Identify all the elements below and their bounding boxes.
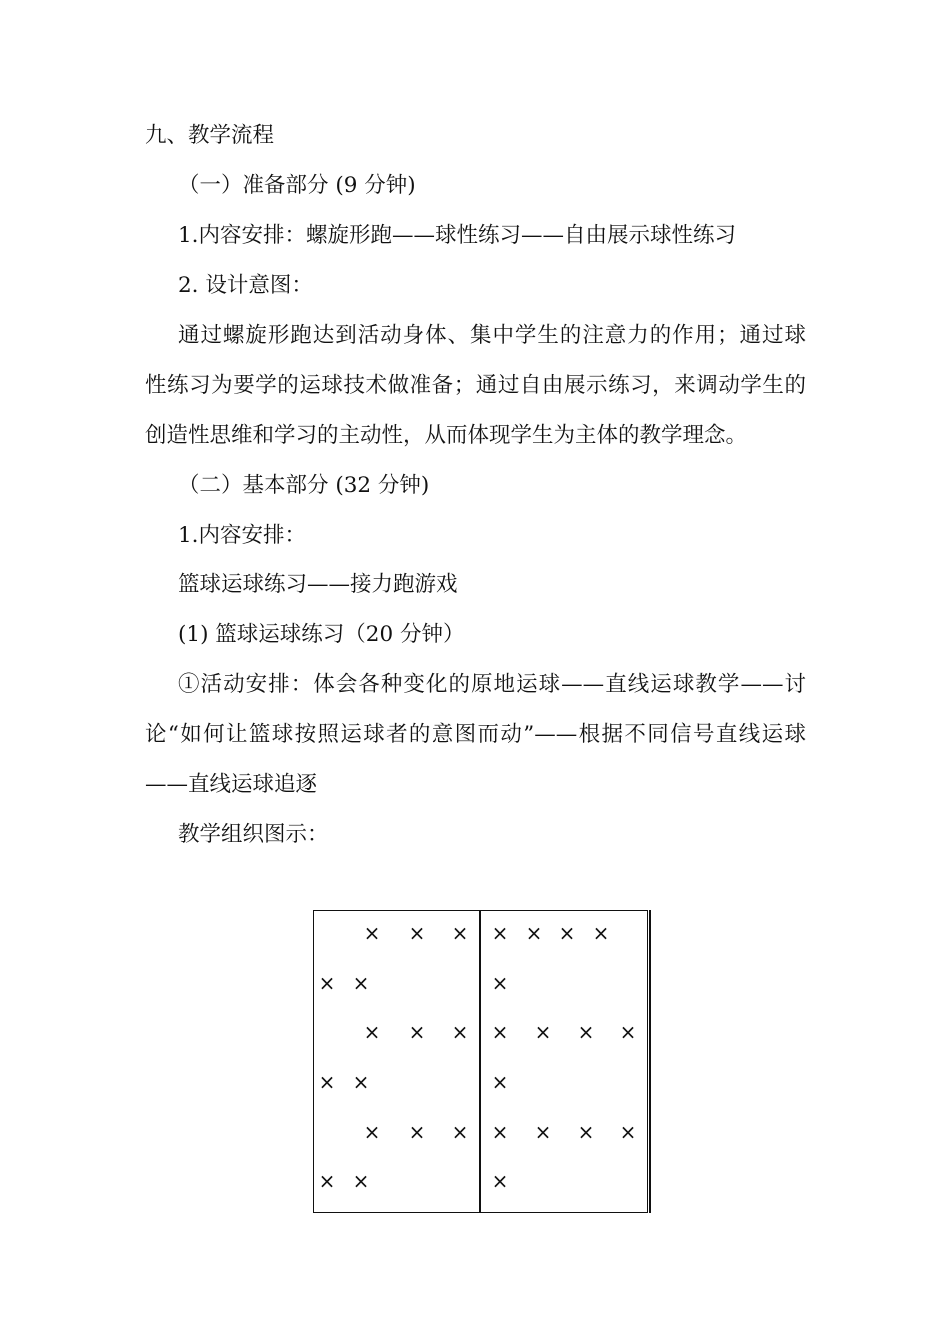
- player-mark: ×: [408, 1120, 426, 1144]
- basic-content-label: 1.内容安排：: [178, 523, 307, 548]
- player-mark: ×: [318, 971, 336, 995]
- player-mark: ×: [408, 1020, 426, 1044]
- prep-content: 1.内容安排：螺旋形跑——球性练习——自由展示球性练习: [178, 223, 737, 248]
- player-mark: ×: [363, 1120, 381, 1144]
- player-mark: ×: [534, 1120, 552, 1144]
- player-mark: ×: [318, 1169, 336, 1193]
- player-mark: ×: [577, 1020, 595, 1044]
- prep-heading: （一）准备部分 (9 分钟): [178, 173, 416, 198]
- player-mark: ×: [491, 1169, 509, 1193]
- player-mark: ×: [525, 921, 543, 945]
- player-mark: ×: [408, 921, 426, 945]
- basic-content: 篮球运球练习——接力跑游戏: [178, 572, 458, 597]
- player-mark: ×: [451, 1020, 469, 1044]
- prep-design-text: 创造性思维和学习的主动性，从而体现学生为主体的教学理念。: [145, 423, 748, 448]
- player-mark: ×: [363, 1020, 381, 1044]
- dribble-sub-heading: (1) 篮球运球练习（20 分钟）: [178, 622, 465, 647]
- player-mark: ×: [558, 921, 576, 945]
- player-mark: ×: [318, 1070, 336, 1094]
- prep-design-label: 2. 设计意图：: [178, 273, 313, 298]
- player-mark: ×: [352, 971, 370, 995]
- court-center-line: [479, 910, 481, 1213]
- player-mark: ×: [491, 1120, 509, 1144]
- court-right-double-line: [649, 910, 651, 1213]
- player-mark: ×: [451, 921, 469, 945]
- player-mark: ×: [363, 921, 381, 945]
- player-mark: ×: [352, 1070, 370, 1094]
- activity-text: 论“如何让篮球按照运球者的意图而动”——根据不同信号直线运球: [145, 722, 806, 747]
- activity-text: ①活动安排：体会各种变化的原地运球——直线运球教学——讨: [178, 672, 806, 697]
- player-mark: ×: [619, 1020, 637, 1044]
- prep-design-text: 性练习为要学的运球技术做准备；通过自由展示练习，来调动学生的: [145, 373, 806, 398]
- player-mark: ×: [534, 1020, 552, 1044]
- court-outline: [313, 910, 648, 1213]
- prep-design-text: 通过螺旋形跑达到活动身体、集中学生的注意力的作用；通过球: [178, 323, 806, 348]
- player-mark: ×: [491, 921, 509, 945]
- player-mark: ×: [619, 1120, 637, 1144]
- teaching-organization-diagram: [313, 910, 651, 1213]
- player-mark: ×: [352, 1169, 370, 1193]
- player-mark: ×: [491, 1020, 509, 1044]
- player-mark: ×: [491, 1070, 509, 1094]
- diagram-label: 教学组织图示：: [178, 822, 329, 847]
- section-title: 九、教学流程: [145, 123, 275, 148]
- player-mark: ×: [491, 971, 509, 995]
- player-mark: ×: [451, 1120, 469, 1144]
- activity-text: ——直线运球追逐: [145, 772, 318, 797]
- basic-heading: （二）基本部分 (32 分钟): [178, 473, 430, 498]
- player-mark: ×: [592, 921, 610, 945]
- player-mark: ×: [577, 1120, 595, 1144]
